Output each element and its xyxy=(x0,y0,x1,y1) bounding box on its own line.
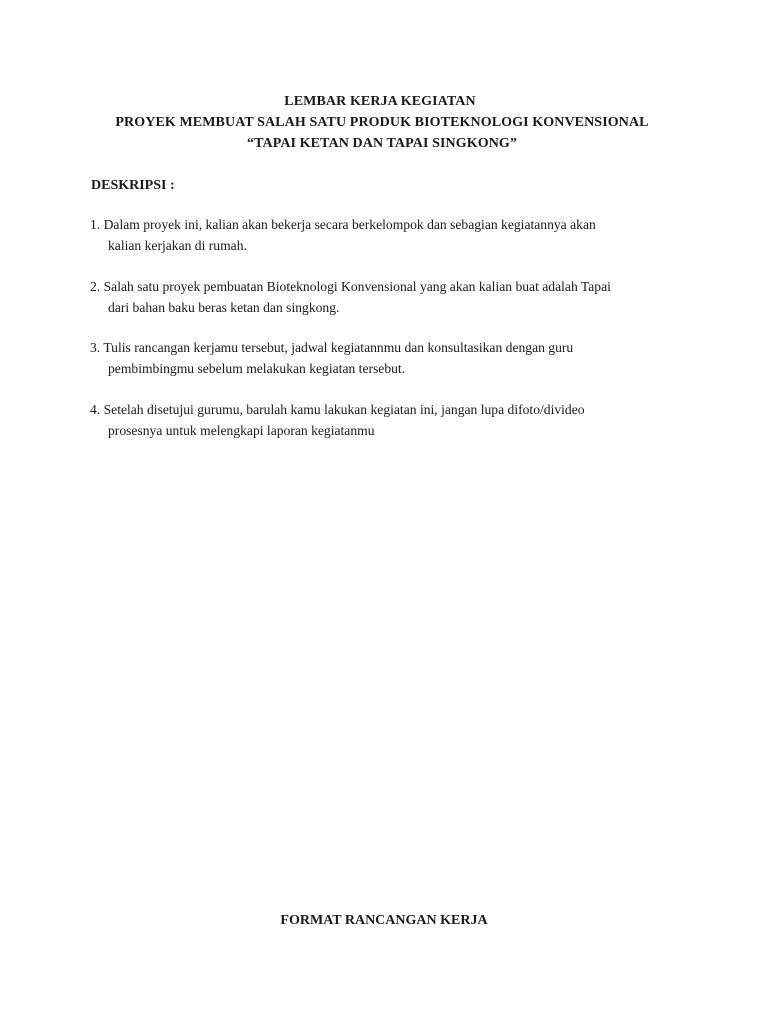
list-item-line-1: 2. Salah satu proyek pembuatan Bioteknologi Konvensional yang akan kalian buat adalah Tapai xyxy=(90,279,611,294)
list-item-line-2: kalian kerjakan di rumah. xyxy=(108,237,247,253)
list-item xyxy=(90,338,690,379)
list-item-line-1: 3. Tulis rancangan kerjamu tersebut, jadwal kegiatannmu dan konsultasikan dengan guru xyxy=(90,340,574,355)
list-item-line-2: pembimbingmu sebelum melakukan kegiatan tersebut. xyxy=(108,360,406,376)
title-line-3: “TAPAI KETAN DAN TAPAI SINGKONG” xyxy=(247,136,517,151)
list-item-line-1: 1. Dalam proyek ini, kalian akan bekerja secara berkelompok dan sebagian kegiatannya akan xyxy=(90,217,596,232)
footer-heading: FORMAT RANCANGAN KERJA xyxy=(280,913,488,928)
list-item-line-2: prosesnya untuk melengkapi laporan kegiatanmu xyxy=(108,422,375,438)
list-item xyxy=(90,215,690,256)
title-line-2: PROYEK MEMBUAT SALAH SATU PRODUK BIOTEKNOLOGI KONVENSIONAL xyxy=(115,115,649,130)
list-item-line-1: 4. Setelah disetujui gurumu, barulah kamu lakukan kegiatan ini, jangan lupa difoto/divideo xyxy=(90,402,585,417)
title-line-1: LEMBAR KERJA KEGIATAN xyxy=(284,94,476,109)
list-item-line-2: dari bahan baku beras ketan dan singkong. xyxy=(108,299,340,315)
list-item xyxy=(90,277,690,318)
list-item xyxy=(90,400,690,441)
section-label-deskripsi: DESKRIPSI : xyxy=(91,178,175,193)
